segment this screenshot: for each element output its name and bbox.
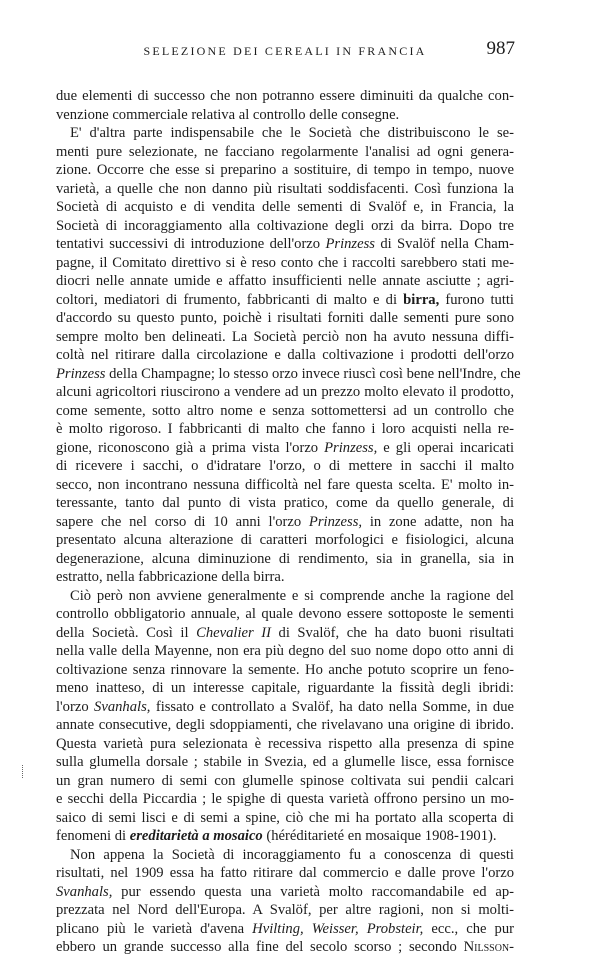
- text-line: [56, 439, 514, 458]
- text-segment: un gran numero di semi con glumelle spinose coltivata sui pendii calcari: [56, 772, 514, 789]
- text-segment: Società di incoraggiamento alla coltivazione degli orzi da birra. Dopo tre: [56, 217, 514, 234]
- text-line: [56, 716, 514, 735]
- text-segment: diocri nelle annate umide e affatto insufficienti nelle annate asciutte ; agri-: [56, 273, 514, 289]
- text-line: [56, 402, 514, 421]
- text-line: [56, 106, 514, 125]
- text-segment: venzione commerciale relativa al controllo delle consegne.: [56, 106, 400, 123]
- text-line: [56, 679, 514, 698]
- text-line: [56, 513, 514, 532]
- margin-mark: [22, 765, 26, 778]
- text-line: [56, 753, 514, 772]
- text-segment: E' d'altra parte indispensabile che le Società che distribuiscono le se-: [70, 125, 514, 141]
- text-segment: Svanhals,: [56, 883, 113, 900]
- text-segment: secco, non incontrano nessuna difficoltà nel fare questa scelta. E' molto in-: [56, 476, 514, 493]
- text-segment: coltà nel ritirare dalla circolazione e dalla coltivazione i prodotti dell'orzo: [56, 347, 514, 363]
- text-segment: d'accordo su questo punto, poichè i risultati forniti dalle sementi pure sono: [56, 310, 514, 326]
- text-segment: coltivazione senza rinnovare la semente. Ho anche potuto scoprire un feno-: [56, 661, 514, 678]
- text-segment: di Svalöf, che ha dato buoni risultati: [270, 624, 515, 641]
- text-segment: è molto rigoroso. I fabbricanti di malto che fanno i loro acquisti nella re-: [56, 421, 514, 437]
- text-line: [56, 624, 514, 643]
- text-line: [56, 457, 514, 476]
- text-segment: della Champagne; lo stesso orzo invece riuscì così bene nell'Indre, che: [105, 365, 521, 382]
- text-line: [56, 383, 514, 402]
- text-segment: alcuni agricoltori riuscirono a vendere ad un prezzo molto elevato il prodotto,: [56, 384, 514, 400]
- text-segment: coltori, mediatori di frumento, fabbricanti di malto e di: [56, 291, 404, 308]
- text-segment: birra,: [403, 291, 440, 308]
- text-line: [56, 809, 514, 828]
- text-line: [56, 790, 514, 809]
- text-line: [56, 291, 514, 310]
- text-segment: e secchi della Piccardia ; le spighe di questa varietà offrono persino un mo-: [56, 791, 514, 807]
- text-segment: ebbero un grande successo alla fine del secolo scorso ; secondo: [56, 939, 464, 955]
- text-line: [56, 365, 521, 384]
- text-segment: Hvilting, Weisser, Probsteir,: [252, 920, 424, 937]
- text-segment: sempre molto ben delineati. La Società perciò non ha avuto nessuna diffi-: [56, 328, 514, 345]
- text-segment: Società di acquisto e di vendita delle sementi di Svalöf e, in Francia, la: [56, 199, 514, 215]
- text-segment: gione, riconoscono già a prima vista l'orzo: [56, 439, 325, 456]
- text-segment: prezzata nel Nord dell'Europa. A Svalöf, per altre ragioni, non si molti-: [56, 902, 514, 918]
- text-segment: in zone adatte, non ha: [362, 513, 514, 530]
- text-segment: Non appena la Società di incoraggiamento fu a conoscenza di questi: [70, 846, 514, 863]
- text-line: [56, 161, 514, 180]
- text-line: [56, 476, 514, 495]
- text-segment: annate consecutive, degli sdoppiamenti, che rivelavano una origine di ibrido.: [56, 717, 514, 733]
- text-line: [56, 235, 514, 254]
- text-line: [56, 494, 514, 513]
- text-segment: pagne, il Comitato direttivo si è reso conto che i raccolti sarebbero stati me-: [56, 254, 514, 271]
- text-segment: risultati, nel 1909 essa ha fatto ritirare dal commercio e dalle prove l'orzo: [56, 865, 514, 881]
- text-segment: Prinzess,: [324, 439, 378, 456]
- text-segment: presentato alcuna alterazione di caratteri morfologici e fisiologici, alcuna: [56, 532, 514, 548]
- text-line: [56, 309, 514, 328]
- text-segment: sulla glumella dorsale ; stabile in Svezia, ed a glumelle lisce, essa fornisce: [56, 754, 514, 770]
- text-line: [56, 254, 514, 273]
- text-segment: Prinzess: [56, 365, 106, 382]
- text-line: [56, 883, 514, 902]
- text-segment: saico di semi lisci e di semi a spine, ciò che mi ha portato alla scoperta di: [56, 809, 514, 826]
- text-segment: Prinzess,: [308, 513, 363, 530]
- text-segment: furono tutti: [439, 291, 514, 308]
- text-line: [56, 827, 514, 846]
- text-segment: pur essendo questa una varietà molto raccomandabile ed ap-: [112, 883, 514, 900]
- running-title: SELEZIONE DEI CEREALI IN FRANCIA: [143, 44, 427, 58]
- text-line: [56, 938, 514, 957]
- text-segment: e gli operai incaricati: [377, 439, 514, 456]
- text-segment: menti pure selezionate, ne facciano regolarmente l'analisi ad ogni genera-: [56, 143, 514, 160]
- text-segment: Prinzess: [325, 236, 375, 252]
- page-number: 987: [486, 38, 515, 59]
- text-line: [56, 87, 514, 106]
- text-segment: controllo obbligatorio annuale, al quale devono essere sottoposte le sementi: [56, 606, 514, 622]
- body-text: [56, 87, 521, 957]
- text-segment: ecc., che pur: [423, 920, 514, 937]
- text-line: [56, 642, 514, 661]
- text-segment: sapere che nel corso di 10 anni l'orzo: [56, 513, 309, 530]
- text-line: [56, 568, 514, 587]
- text-segment: di ricevere i sacchi, o d'idratare l'orzo, o di mettere in sacchi il malto: [56, 458, 514, 474]
- text-line: [56, 217, 514, 236]
- text-line: [56, 698, 514, 717]
- text-line: [56, 772, 514, 791]
- text-segment: di Svalöf nella Cham-: [374, 236, 514, 252]
- text-line: [56, 328, 514, 347]
- text-segment: estratto, nella fabbricazione della birra.: [56, 569, 285, 585]
- text-line: [56, 550, 514, 569]
- text-segment: Nilsson-: [463, 939, 514, 955]
- text-segment: come semente, sotto altro nome e senza sottomettersi ad un controllo che: [56, 402, 514, 419]
- text-segment: fenomeni di: [56, 828, 130, 844]
- text-line: [56, 143, 514, 162]
- text-segment: Svanhals,: [94, 698, 151, 715]
- text-line: [56, 605, 514, 624]
- text-segment: teressante, tanto dal punto di vista pratico, come da quello generale, di: [56, 495, 514, 511]
- text-segment: nella valle della Mayenne, non era più degno del suo nome dopo otto anni di: [56, 643, 514, 659]
- text-line: [56, 864, 514, 883]
- text-line: [56, 901, 514, 920]
- text-line: [56, 272, 514, 291]
- text-line: [56, 346, 514, 365]
- text-segment: Chevalier II: [196, 624, 271, 641]
- text-segment: zione. Occorre che esse si preparino a sostituire, di tempo in tempo, nuove: [56, 162, 514, 178]
- text-segment: Ciò però non avviene generalmente e si comprende anche la ragione del: [70, 587, 514, 604]
- text-line: [56, 587, 514, 606]
- text-segment: l'orzo: [56, 698, 95, 715]
- text-segment: ereditarietà a mosaico: [129, 828, 263, 844]
- text-segment: della Società. Così il: [56, 624, 197, 641]
- text-line: [56, 180, 514, 199]
- text-segment: meno inatteso, di un interesse capitale, riguardante la fissità degli ibridi:: [56, 680, 514, 696]
- text-line: [56, 846, 514, 865]
- text-line: [56, 531, 514, 550]
- text-segment: tentativi successivi di introduzione dell'orzo: [56, 236, 326, 252]
- text-segment: (héréditarieté en mosaique 1908-1901).: [262, 828, 497, 844]
- text-segment: plicano più le varietà d'avena: [56, 920, 253, 937]
- running-head: [55, 38, 515, 63]
- text-segment: due elementi di successo che non potranno essere diminuiti da qualche con-: [56, 88, 514, 104]
- text-segment: Questa varietà pura selezionata è recessiva rispetto alla presenza di spine: [56, 735, 514, 752]
- text-line: [56, 735, 514, 754]
- text-segment: degenerazione, alcuna diminuzione di rendimento, sia in granella, sia in: [56, 550, 514, 567]
- text-line: [56, 920, 514, 939]
- text-segment: fissato e controllato a Svalöf, ha dato nella Somme, in due: [150, 698, 515, 715]
- text-line: [56, 198, 514, 217]
- text-line: [56, 124, 514, 143]
- text-segment: varietà, a quelle che non danno più risultati soddisfacenti. Così funziona la: [56, 180, 514, 197]
- text-line: [56, 420, 514, 439]
- text-line: [56, 661, 514, 680]
